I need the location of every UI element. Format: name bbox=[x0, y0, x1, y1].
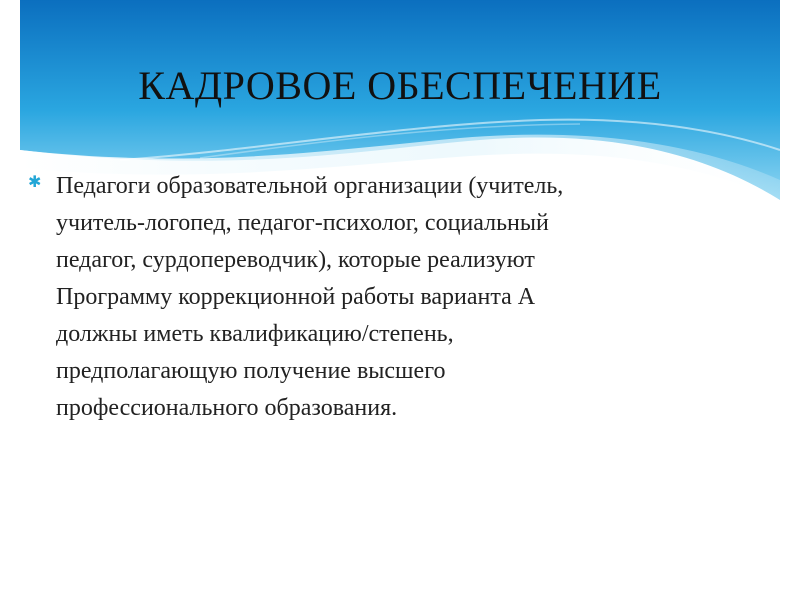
bullet-text: Педагоги образовательной организации (учитель, учитель-логопед, педагог-психолог, социальный педагог, сурдопереводчик), которые реализуют Программу коррекционной работы варианта А должны иметь квалификацию/степень, предполагающую получение высшего профессионального образования. bbox=[56, 173, 564, 421]
bullet-list bbox=[28, 168, 738, 427]
asterisk-bullet-icon: ✱ bbox=[28, 172, 42, 191]
slide-title: КАДРОВОЕ ОБЕСПЕЧЕНИЕ bbox=[138, 63, 662, 108]
bullet-item bbox=[28, 168, 738, 427]
